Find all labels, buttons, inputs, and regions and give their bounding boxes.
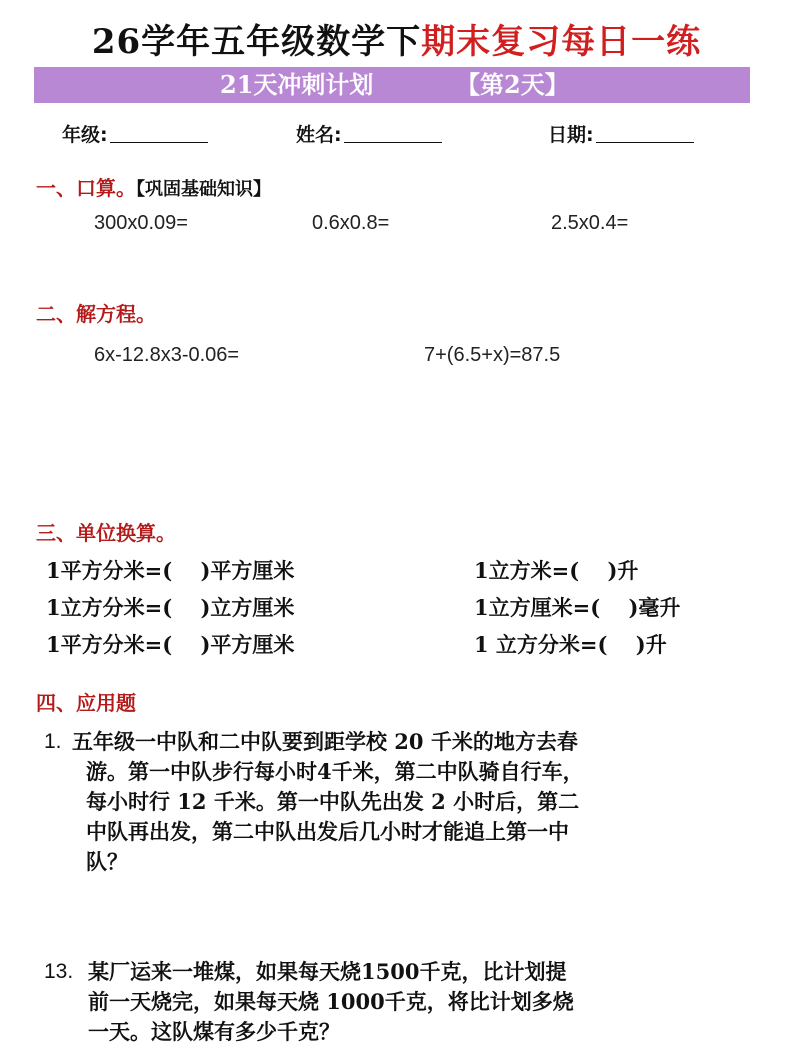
section1-heading: [36, 172, 271, 201]
problem-number: 1.: [44, 730, 62, 753]
section1-subtitle: 【巩固基础知识】: [136, 179, 271, 200]
name-field[interactable]: [296, 120, 442, 147]
mental-math-item: 300x0.09=: [94, 212, 188, 234]
date-field[interactable]: [548, 120, 694, 147]
banner-day: 【第2天】: [456, 70, 569, 99]
name-blank[interactable]: [344, 123, 442, 143]
problem-line: 某厂运来一堆煤，如果每天烧1500千克，比计划提: [88, 959, 567, 984]
unit-conversion-item: 1平方分米=( )平方厘米: [46, 632, 295, 657]
problem-line: 中队再出发，第二中队出发后几小时才能追上第一中: [86, 819, 569, 844]
section4-heading: 四、应用题: [36, 691, 136, 715]
equation-item: 7+(6.5+x)=87.5: [424, 344, 561, 366]
banner-plan: 21天冲刺计划: [220, 70, 374, 99]
unit-conversion-item: 1平方分米=( )平方厘米: [46, 558, 295, 583]
page-title: [0, 14, 793, 63]
date-label: 日期:: [548, 124, 594, 146]
name-label: 姓名:: [296, 124, 342, 146]
date-blank[interactable]: [596, 123, 694, 143]
mental-math-item: 2.5x0.4=: [551, 212, 629, 234]
unit-conversion-item: 1立方分米=( )立方厘米: [46, 595, 295, 620]
title-black-part: 26学年五年级数学下: [91, 22, 422, 62]
problem-line: 每小时行 12 千米。第一中队先出发 2 小时后，第二: [86, 789, 580, 814]
problem-number: 13.: [44, 960, 74, 983]
unit-conversion-item: 1立方米=( )升: [474, 558, 639, 583]
plan-banner: [34, 67, 750, 103]
problem-line: 队？: [86, 849, 128, 874]
problem-line: 游。第一中队步行每小时4千米，第二中队骑自行车，: [86, 759, 584, 784]
word-problem-13: [44, 957, 754, 1047]
section3-heading: 三、单位换算。: [36, 521, 176, 545]
section1-title: 一、口算。: [36, 176, 136, 200]
word-problem-1: [44, 727, 754, 877]
problem-line: 一天。这队煤有多少千克？: [88, 1019, 340, 1044]
problem-line: 五年级一中队和二中队要到距学校 20 千米的地方去春: [72, 729, 578, 754]
title-red-part: 期末复习每日一练: [421, 22, 702, 62]
section2-heading: 二、解方程。: [36, 302, 156, 326]
grade-field[interactable]: [62, 120, 208, 147]
grade-label: 年级:: [62, 124, 108, 146]
equation-item: 6x-12.8x3-0.06=: [94, 344, 240, 366]
unit-conversion-item: 1 立方分米=( )升: [474, 632, 667, 657]
unit-conversion-item: 1立方厘米=( )毫升: [474, 595, 681, 620]
problem-line: 前一天烧完，如果每天烧 1000千克，将比计划多烧: [88, 989, 574, 1014]
grade-blank[interactable]: [110, 123, 208, 143]
mental-math-item: 0.6x0.8=: [312, 212, 390, 234]
